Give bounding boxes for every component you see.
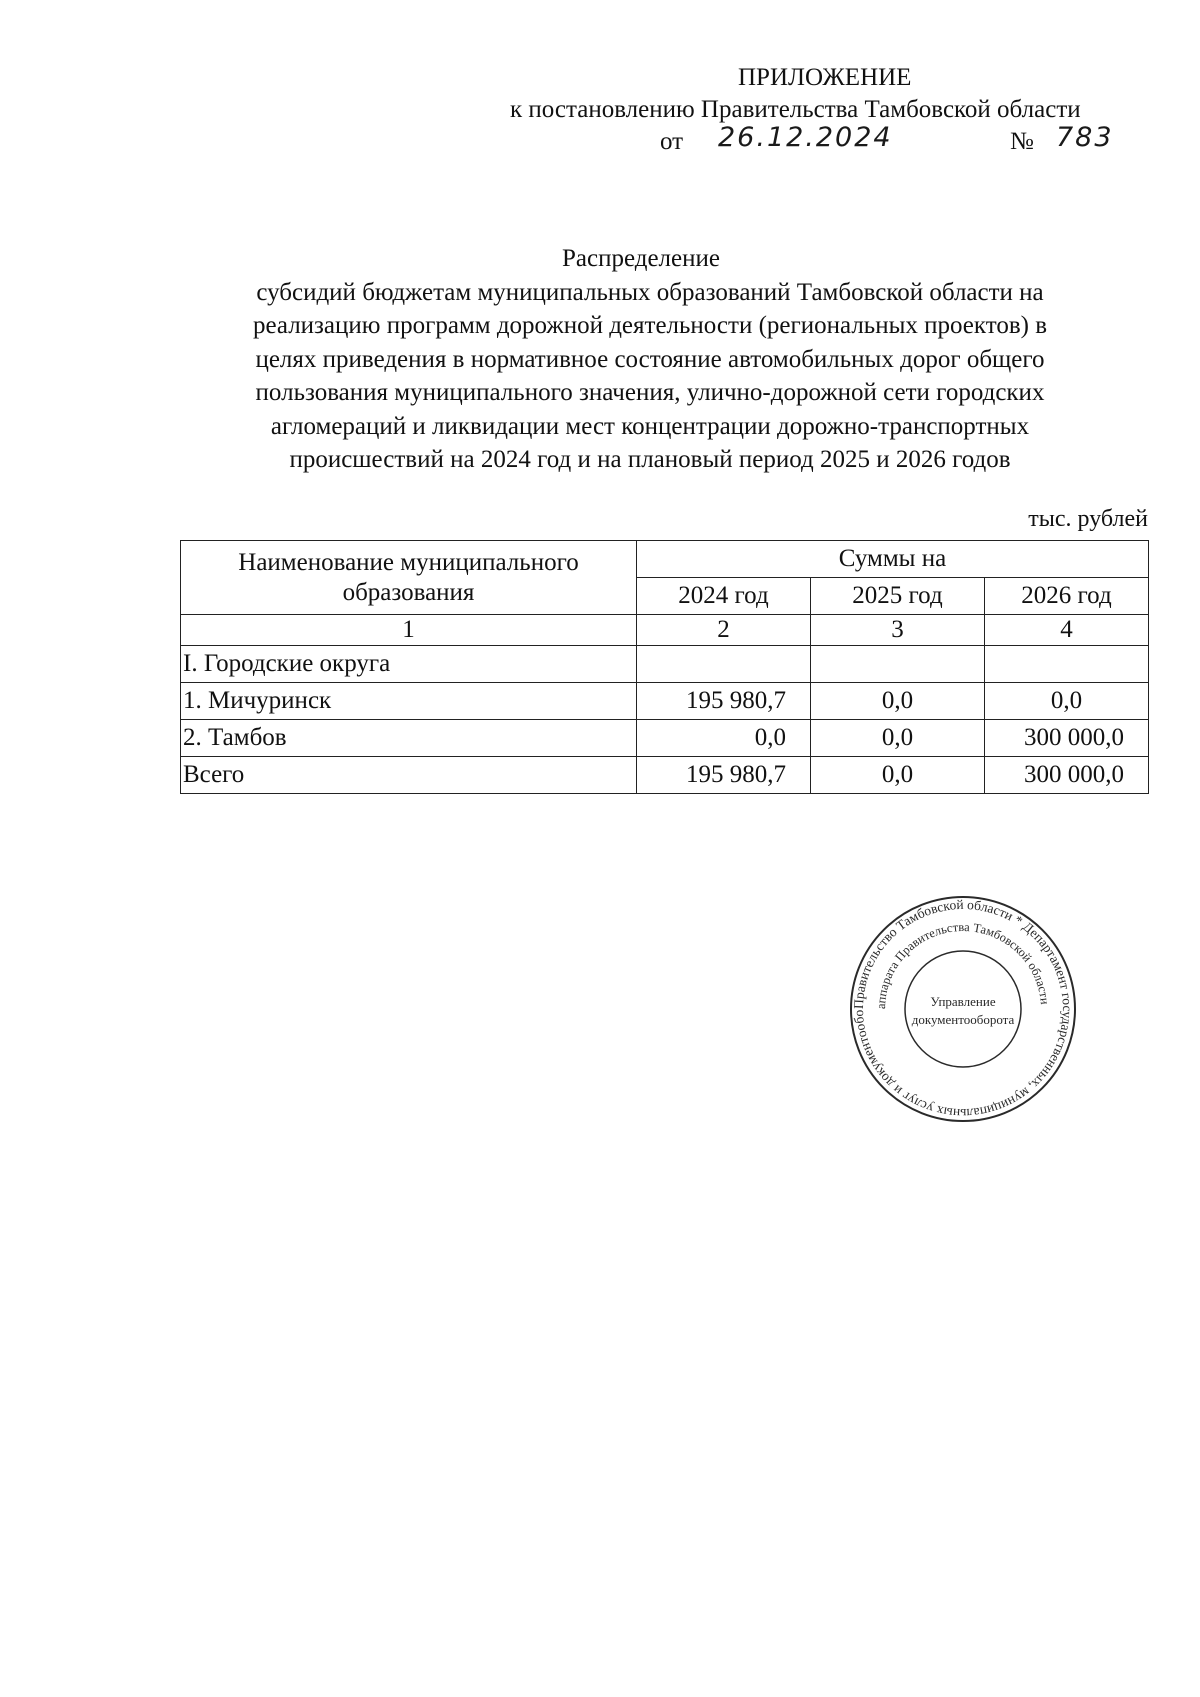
row-name: I. Городские округа	[181, 646, 637, 683]
stamp-center-line1: Управление	[930, 994, 996, 1009]
column-number: 3	[811, 615, 985, 646]
heading-title: Распределение	[562, 245, 720, 272]
value-2024	[637, 646, 811, 683]
stamp-inner-text: аппарата Правительства Тамбовской области	[873, 919, 1052, 1010]
value-2024: 195 980,7	[637, 683, 811, 720]
value-2024: 195 980,7	[637, 757, 811, 794]
column-number: 1	[181, 615, 637, 646]
heading-line: происшествий на 2024 год и на плановый период 2025 и 2026 годов	[289, 446, 1011, 473]
number-prefix: №	[1010, 128, 1034, 155]
heading-line: агломераций и ликвидации мест концентрации дорожно-транспортных	[270, 412, 1030, 440]
value-2024: 0,0	[637, 720, 811, 757]
distribution-table	[180, 540, 1149, 794]
stamp-seal-icon	[848, 894, 1078, 1124]
value-2026: 300 000,0	[985, 757, 1149, 794]
official-stamp	[848, 894, 1078, 1124]
header-year: 2024 год	[637, 578, 811, 615]
heading-line: пользования муниципального значения, улично-дорожной сети городских	[255, 379, 1045, 406]
column-number: 2	[637, 615, 811, 646]
value-2025: 0,0	[811, 757, 985, 794]
column-number: 4	[985, 615, 1149, 646]
stamp-outer-text: Правительство Тамбовской области * Департамент государственных, муниципальных услуг и документообо	[850, 896, 1076, 1122]
header-sums: Суммы на	[637, 541, 1149, 578]
date-prefix: от	[660, 128, 684, 155]
table-row	[181, 683, 1149, 720]
appendix-title: ПРИЛОЖЕНИЕ	[738, 64, 912, 91]
header-year: 2025 год	[811, 578, 985, 615]
header-year: 2026 год	[985, 578, 1149, 615]
heading-line: реализацию программ дорожной деятельности (региональных проектов) в	[252, 312, 1048, 339]
appendix-subtitle: к постановлению Правительства Тамбовской области	[510, 96, 1081, 123]
units-label: тыс. рублей	[1028, 506, 1148, 532]
value-2025: 0,0	[811, 720, 985, 757]
appendix-date-row	[660, 122, 1114, 158]
handwritten-number: 783	[1056, 122, 1114, 153]
value-2026: 300 000,0	[985, 720, 1149, 757]
row-name: 2. Тамбов	[181, 720, 637, 757]
value-2025	[811, 646, 985, 683]
header-municipality: Наименование муниципального образования	[181, 541, 637, 615]
row-name: 1. Мичуринск	[181, 683, 637, 720]
handwritten-date: 26.12.2024	[718, 122, 893, 153]
column-number-row	[181, 615, 1149, 646]
value-2026	[985, 646, 1149, 683]
value-2025: 0,0	[811, 683, 985, 720]
document-heading	[180, 242, 1120, 477]
value-2026: 0,0	[985, 683, 1149, 720]
table-row-total	[181, 757, 1149, 794]
table-row	[181, 720, 1149, 757]
stamp-center-line2: документооборота	[911, 1012, 1015, 1027]
heading-line: субсидий бюджетам муниципальных образований Тамбовской области на	[256, 278, 1044, 306]
heading-line: целях приведения в нормативное состояние автомобильных дорог общего	[255, 345, 1045, 373]
table-row	[181, 646, 1149, 683]
row-name: Всего	[181, 757, 637, 794]
